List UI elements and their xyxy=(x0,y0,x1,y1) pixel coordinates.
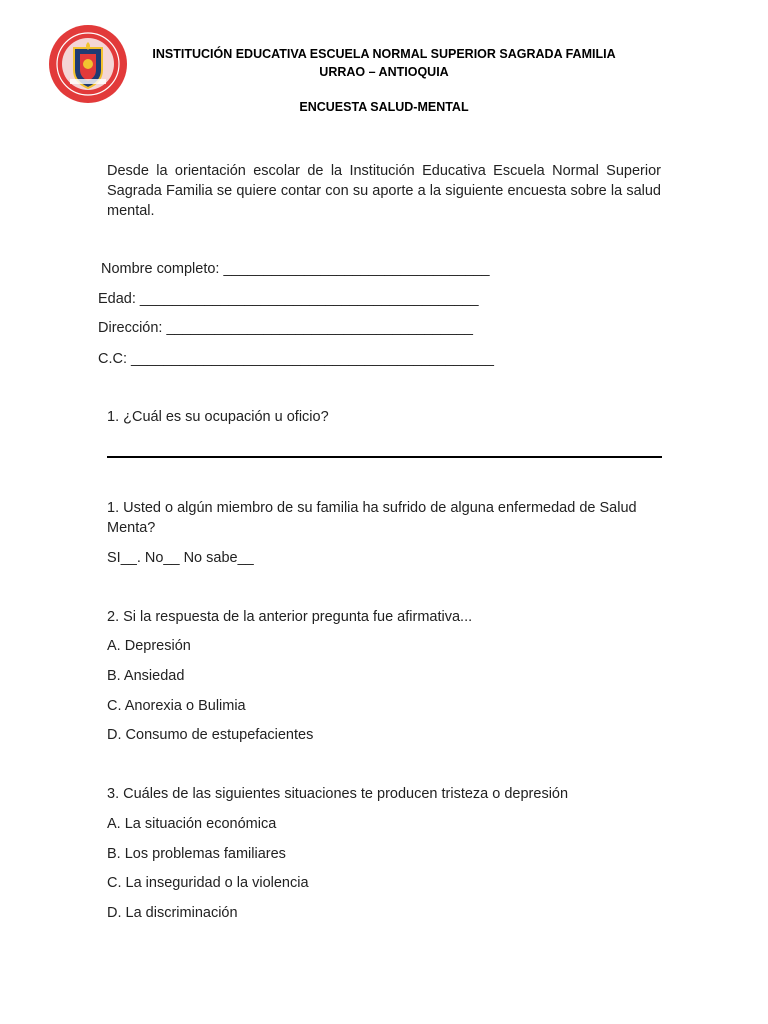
occupation-answer-line[interactable] xyxy=(107,456,662,458)
q3-option-a[interactable]: A. La situación económica xyxy=(107,816,277,832)
q2-option-a[interactable]: A. Depresión xyxy=(107,638,191,654)
age-field[interactable]: Edad: __________________________________________ xyxy=(98,291,479,307)
q3-option-c[interactable]: C. La inseguridad o la violencia xyxy=(107,875,309,891)
q3-option-b[interactable]: B. Los problemas familiares xyxy=(107,846,286,862)
question-2: 2. Si la respuesta de la anterior pregunta fue afirmativa... xyxy=(107,609,473,625)
location-subtitle: URRAO – ANTIOQUIA xyxy=(319,65,449,79)
institution-title: INSTITUCIÓN EDUCATIVA ESCUELA NORMAL SUPERIOR SAGRADA FAMILIA xyxy=(152,47,616,61)
question-1-answers[interactable]: SI__. No__ No sabe__ xyxy=(107,550,254,566)
question-1-line-2: Menta? xyxy=(107,520,156,536)
q3-option-d[interactable]: D. La discriminación xyxy=(107,905,238,921)
address-field[interactable]: Dirección: ______________________________________ xyxy=(98,320,473,336)
question-1-line-1: 1. Usted o algún miembro de su familia ha sufrido de alguna enfermedad de Salud xyxy=(107,500,637,516)
id-field[interactable]: C.C: _____________________________________________ xyxy=(98,351,494,367)
name-field[interactable]: Nombre completo: _________________________________ xyxy=(101,261,490,277)
intro-paragraph: Desde la orientación escolar de la Institución Educativa Escuela Normal Superior Sagrada Familia se quiere contar con su aporte a la siguiente encuesta sobre la salud mental. xyxy=(107,163,661,219)
q2-option-c[interactable]: C. Anorexia o Bulimia xyxy=(107,698,246,714)
question-occupation: 1. ¿Cuál es su ocupación u oficio? xyxy=(107,409,329,425)
survey-title: ENCUESTA SALUD-MENTAL xyxy=(299,100,469,114)
q2-option-b[interactable]: B. Ansiedad xyxy=(107,668,185,684)
q2-option-d[interactable]: D. Consumo de estupefacientes xyxy=(107,727,314,743)
question-3: 3. Cuáles de las siguientes situaciones te producen tristeza o depresión xyxy=(107,786,569,802)
school-seal-logo xyxy=(48,24,128,104)
